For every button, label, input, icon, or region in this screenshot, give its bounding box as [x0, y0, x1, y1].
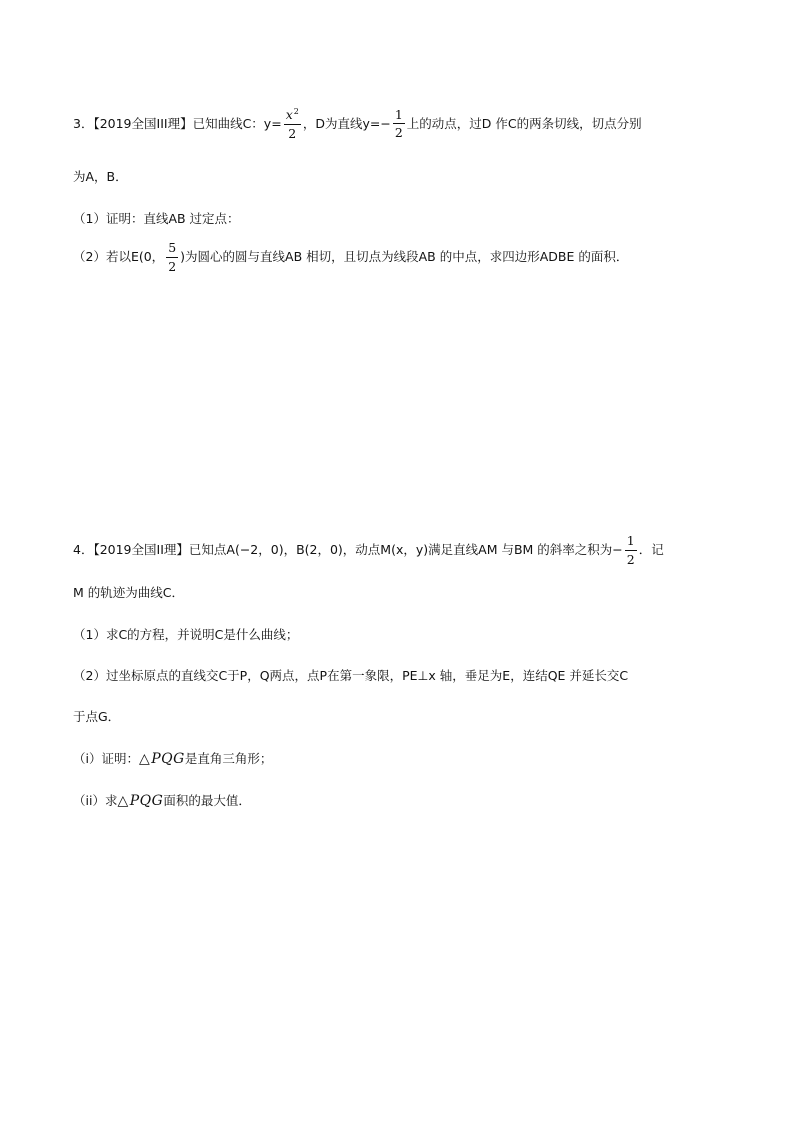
problem4-line2: M 的轨迹为曲线C． [73, 585, 184, 600]
problem3-stem-prefix: 3．【2019全国III理】已知曲线C：y= [73, 115, 282, 131]
curve-denominator: 2 [288, 125, 297, 141]
problem4-part1: （1）求C的方程，并说明C是什么曲线； [73, 627, 299, 642]
e-fraction: $\frac{5}{2}$ [168, 240, 177, 274]
problem4-line1 [73, 535, 664, 566]
problem4-sub-i: （i）证明： △PQG 是直角三角形； [73, 750, 273, 767]
problem3-part1: （1）证明：直线AB 过定点： [73, 211, 240, 226]
problem3-line2: 为A，B． [73, 169, 128, 184]
problem4-part2-line2: 于点G． [73, 709, 121, 724]
problem4-sub-ii: （ii）求 △PQG 面积的最大值． [73, 792, 251, 809]
triangle-pqg: △PQG [117, 793, 164, 809]
problem3-line1 [73, 108, 642, 140]
problem4-stem-suffix: ．记 [638, 542, 664, 558]
problem4-stem-prefix: 4．【2019全国II理】已知点A(−2，0)，B(2，0)，动点M(x，y)满足直线AM 与BM 的斜率之积为− [73, 542, 623, 558]
problem4-part2-line1: （2）过坐标原点的直线交C于P，Q两点，点P在第一象限，PE⊥x 轴，垂足为E，连结QE 并延长交C [73, 668, 629, 683]
line-fraction: $\frac{1}{2}$ [394, 106, 403, 141]
problem3-stem-middle: ，D为直线y=− [302, 115, 391, 131]
problem3-part2: （2）若以E(0， $\frac{5}{2}$ )为圆心的圆与直线AB 相切，且切点为线段AB 的中点，求四边形ADBE 的面积． [73, 240, 629, 274]
curve-numerator: $x^2$ [285, 107, 299, 123]
triangle-pqg: △PQG [138, 751, 185, 767]
curve-fraction [284, 108, 301, 140]
problem3-stem-suffix: 上的动点，过D 作C的两条切线，切点分别 [406, 115, 642, 131]
slope-fraction: $\frac{1}{2}$ [626, 533, 635, 567]
